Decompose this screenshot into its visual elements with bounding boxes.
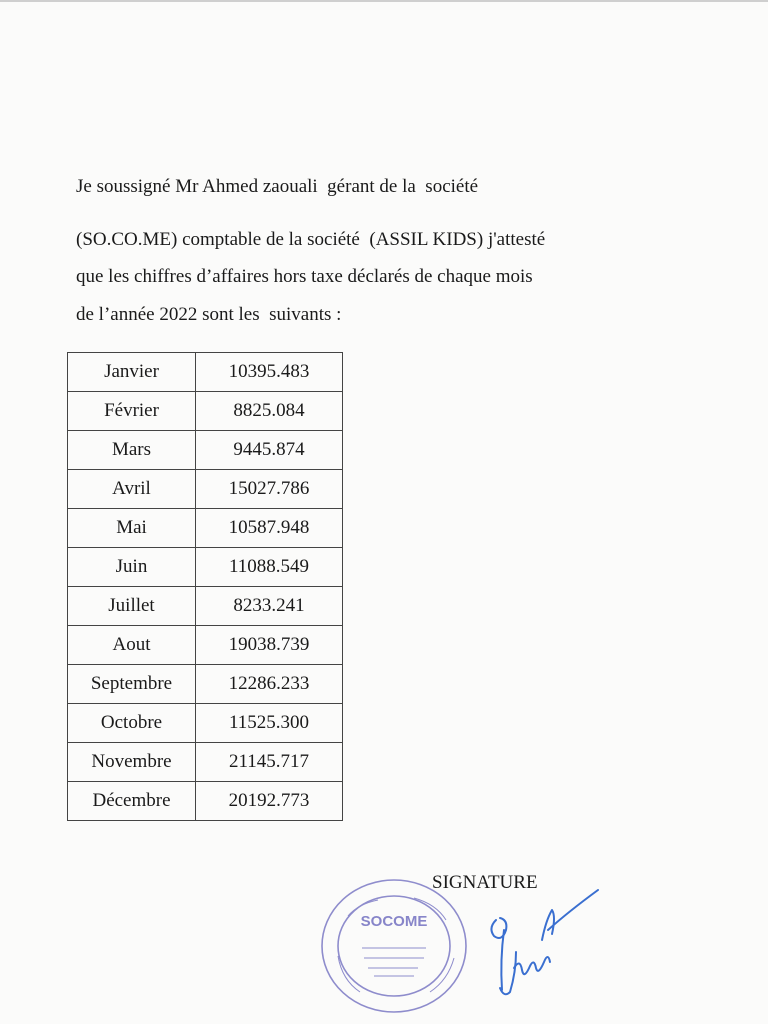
letter-line-4: de l’année 2022 sont les suivants : [76, 304, 342, 325]
table-row [68, 665, 343, 704]
table-row [68, 548, 343, 587]
table-row [68, 743, 343, 782]
table-row [68, 509, 343, 548]
table-row [68, 353, 343, 392]
month-cell: Septembre [68, 665, 196, 704]
table-row [68, 587, 343, 626]
month-cell: Avril [68, 470, 196, 509]
revenue-cell: 8233.241 [196, 587, 343, 626]
table-row [68, 782, 343, 821]
revenue-cell: 10587.948 [196, 509, 343, 548]
handwritten-signature [478, 880, 608, 1005]
revenue-table [67, 352, 343, 821]
letter-line-3: que les chiffres d’affaires hors taxe déclarés de chaque mois [76, 266, 533, 287]
revenue-cell: 10395.483 [196, 353, 343, 392]
month-cell: Mai [68, 509, 196, 548]
revenue-cell: 12286.233 [196, 665, 343, 704]
table-row [68, 470, 343, 509]
revenue-cell: 15027.786 [196, 470, 343, 509]
stamp-text: SOCOME [360, 913, 428, 930]
company-stamp [318, 876, 470, 1016]
month-cell: Aout [68, 626, 196, 665]
page-top-edge [0, 0, 768, 2]
table-row [68, 626, 343, 665]
month-cell: Février [68, 392, 196, 431]
table-row [68, 431, 343, 470]
month-cell: Juin [68, 548, 196, 587]
signature-label: SIGNATURE [432, 872, 538, 893]
month-cell: Mars [68, 431, 196, 470]
revenue-cell: 21145.717 [196, 743, 343, 782]
month-cell: Novembre [68, 743, 196, 782]
revenue-cell: 11088.549 [196, 548, 343, 587]
table-row [68, 704, 343, 743]
month-cell: Janvier [68, 353, 196, 392]
month-cell: Décembre [68, 782, 196, 821]
month-cell: Juillet [68, 587, 196, 626]
table-row [68, 392, 343, 431]
letter-line-2: (SO.CO.ME) comptable de la société (ASSIL KIDS) j'attesté [76, 229, 546, 250]
revenue-cell: 11525.300 [196, 704, 343, 743]
month-cell: Octobre [68, 704, 196, 743]
revenue-cell: 19038.739 [196, 626, 343, 665]
revenue-cell: 8825.084 [196, 392, 343, 431]
revenue-cell: 9445.874 [196, 431, 343, 470]
revenue-cell: 20192.773 [196, 782, 343, 821]
letter-line-1: Je soussigné Mr Ahmed zaouali gérant de la société [76, 176, 479, 197]
